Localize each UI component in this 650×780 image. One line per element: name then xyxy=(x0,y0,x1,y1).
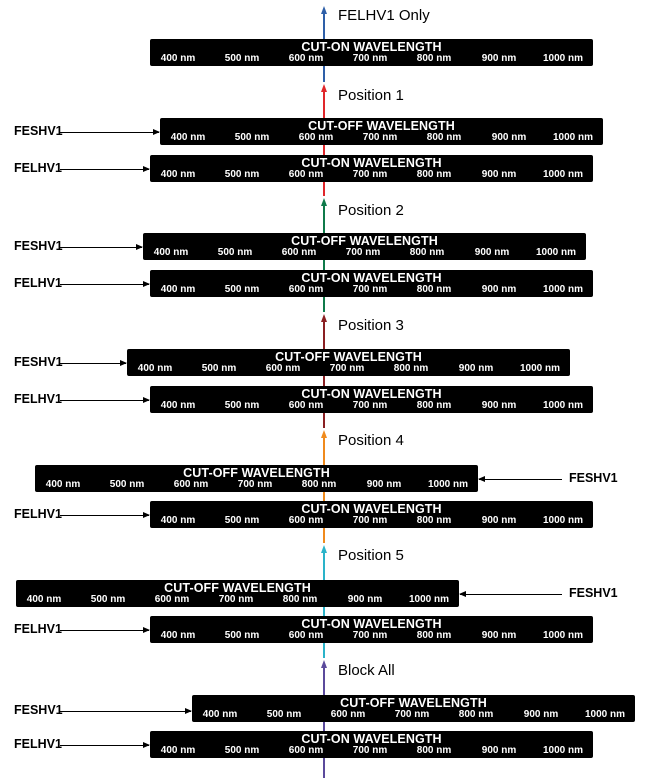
cut-on-wavelength-bar xyxy=(150,39,593,66)
wavelength-tick-label: 900 nm xyxy=(366,479,402,490)
filter-name-label: FESHV1 xyxy=(569,586,618,600)
beam-arrowhead xyxy=(321,430,327,438)
wavelength-tick-label: 800 nm xyxy=(282,594,318,605)
wavelength-tick-label: 600 nm xyxy=(330,709,366,720)
wavelength-tick-label: 600 nm xyxy=(288,515,324,526)
wavelength-tick-label: 800 nm xyxy=(301,479,337,490)
section-label: Position 2 xyxy=(338,202,404,219)
wavelength-tick-label: 800 nm xyxy=(393,363,429,374)
bar-title: CUT-OFF WAVELENGTH xyxy=(291,234,438,248)
wavelength-tick-label: 800 nm xyxy=(416,745,452,756)
filter-name-label: FESHV1 xyxy=(14,124,63,138)
wavelength-tick-label: 900 nm xyxy=(481,400,517,411)
section-label: Position 4 xyxy=(338,432,404,449)
wavelength-tick-label: 700 nm xyxy=(329,363,365,374)
wavelength-tick-label: 800 nm xyxy=(409,247,445,258)
wavelength-tick-label: 1000 nm xyxy=(584,709,626,720)
section-label: Position 5 xyxy=(338,547,404,564)
section-label: Block All xyxy=(338,662,395,679)
wavelength-tick-label: 500 nm xyxy=(224,400,260,411)
cut-off-wavelength-bar xyxy=(192,695,635,722)
wavelength-tick-label: 1000 nm xyxy=(542,53,584,64)
cut-on-wavelength-bar xyxy=(150,616,593,643)
bar-title: CUT-ON WAVELENGTH xyxy=(301,617,442,631)
wavelength-tick-label: 900 nm xyxy=(481,630,517,641)
wavelength-tick-label: 1000 nm xyxy=(542,745,584,756)
bar-title: CUT-OFF WAVELENGTH xyxy=(183,466,330,480)
wavelength-tick-label: 600 nm xyxy=(288,745,324,756)
beam-arrowhead xyxy=(321,198,327,206)
bar-title: CUT-ON WAVELENGTH xyxy=(301,40,442,54)
wavelength-tick-label: 400 nm xyxy=(170,132,206,143)
beam-arrowhead xyxy=(321,6,327,14)
wavelength-tick-label: 800 nm xyxy=(416,400,452,411)
cut-on-wavelength-bar xyxy=(150,386,593,413)
wavelength-tick-label: 400 nm xyxy=(160,400,196,411)
wavelength-tick-label: 800 nm xyxy=(416,169,452,180)
wavelength-tick-label: 600 nm xyxy=(288,169,324,180)
wavelength-tick-label: 1000 nm xyxy=(542,284,584,295)
wavelength-tick-label: 500 nm xyxy=(90,594,126,605)
wavelength-tick-label: 600 nm xyxy=(265,363,301,374)
bar-title: CUT-ON WAVELENGTH xyxy=(301,502,442,516)
bar-title: CUT-OFF WAVELENGTH xyxy=(164,581,311,595)
filter-name-label: FELHV1 xyxy=(14,737,62,751)
filter-name-label: FELHV1 xyxy=(14,392,62,406)
wavelength-tick-label: 400 nm xyxy=(160,515,196,526)
wavelength-tick-label: 600 nm xyxy=(288,53,324,64)
bar-title: CUT-ON WAVELENGTH xyxy=(301,387,442,401)
bar-title: CUT-ON WAVELENGTH xyxy=(301,156,442,170)
wavelength-tick-label: 700 nm xyxy=(352,400,388,411)
wavelength-tick-label: 500 nm xyxy=(224,284,260,295)
wavelength-tick-label: 900 nm xyxy=(481,284,517,295)
wavelength-tick-label: 800 nm xyxy=(416,284,452,295)
pointer-arrow xyxy=(60,400,149,401)
wavelength-tick-label: 900 nm xyxy=(481,745,517,756)
wavelength-tick-label: 500 nm xyxy=(224,745,260,756)
wavelength-tick-label: 800 nm xyxy=(426,132,462,143)
beam-arrowhead xyxy=(321,84,327,92)
wavelength-tick-label: 900 nm xyxy=(491,132,527,143)
pointer-arrow xyxy=(60,515,149,516)
bar-title: CUT-ON WAVELENGTH xyxy=(301,271,442,285)
cut-off-wavelength-bar xyxy=(143,233,586,260)
beam-arrowhead xyxy=(321,545,327,553)
light-beam-segment xyxy=(323,666,325,778)
filter-name-label: FESHV1 xyxy=(14,239,63,253)
wavelength-tick-label: 500 nm xyxy=(224,630,260,641)
wavelength-tick-label: 600 nm xyxy=(298,132,334,143)
wavelength-tick-label: 800 nm xyxy=(458,709,494,720)
pointer-arrow xyxy=(60,284,149,285)
wavelength-tick-label: 500 nm xyxy=(224,53,260,64)
wavelength-tick-label: 400 nm xyxy=(160,630,196,641)
cut-off-wavelength-bar xyxy=(16,580,459,607)
wavelength-tick-label: 900 nm xyxy=(347,594,383,605)
wavelength-tick-label: 400 nm xyxy=(137,363,173,374)
wavelength-tick-label: 1000 nm xyxy=(552,132,594,143)
wavelength-tick-label: 700 nm xyxy=(352,53,388,64)
pointer-arrow xyxy=(60,630,149,631)
cut-on-wavelength-bar xyxy=(150,501,593,528)
section-label: Position 3 xyxy=(338,317,404,334)
wavelength-tick-label: 700 nm xyxy=(352,745,388,756)
filter-name-label: FELHV1 xyxy=(14,622,62,636)
wavelength-tick-label: 400 nm xyxy=(160,284,196,295)
filter-name-label: FESHV1 xyxy=(14,355,63,369)
wavelength-tick-label: 500 nm xyxy=(266,709,302,720)
cut-on-wavelength-bar xyxy=(150,731,593,758)
wavelength-tick-label: 500 nm xyxy=(217,247,253,258)
wavelength-tick-label: 500 nm xyxy=(224,169,260,180)
wavelength-tick-label: 700 nm xyxy=(352,515,388,526)
wavelength-tick-label: 700 nm xyxy=(394,709,430,720)
wavelength-tick-label: 400 nm xyxy=(26,594,62,605)
wavelength-tick-label: 400 nm xyxy=(202,709,238,720)
wavelength-tick-label: 700 nm xyxy=(352,169,388,180)
filter-name-label: FELHV1 xyxy=(14,507,62,521)
wavelength-tick-label: 800 nm xyxy=(416,515,452,526)
pointer-arrow xyxy=(460,594,562,595)
wavelength-tick-label: 800 nm xyxy=(416,53,452,64)
pointer-arrow xyxy=(60,247,142,248)
wavelength-tick-label: 700 nm xyxy=(345,247,381,258)
wavelength-tick-label: 600 nm xyxy=(288,630,324,641)
wavelength-tick-label: 600 nm xyxy=(281,247,317,258)
bar-title: CUT-OFF WAVELENGTH xyxy=(340,696,487,710)
cut-off-wavelength-bar xyxy=(35,465,478,492)
cut-off-wavelength-bar xyxy=(160,118,603,145)
wavelength-tick-label: 1000 nm xyxy=(427,479,469,490)
wavelength-tick-label: 1000 nm xyxy=(408,594,450,605)
wavelength-tick-label: 1000 nm xyxy=(542,169,584,180)
wavelength-tick-label: 400 nm xyxy=(153,247,189,258)
pointer-arrow xyxy=(60,132,159,133)
wavelength-tick-label: 1000 nm xyxy=(542,515,584,526)
wavelength-tick-label: 600 nm xyxy=(288,400,324,411)
pointer-arrow xyxy=(479,479,562,480)
wavelength-tick-label: 800 nm xyxy=(416,630,452,641)
beam-arrowhead xyxy=(321,660,327,668)
cut-off-wavelength-bar xyxy=(127,349,570,376)
bar-title: CUT-OFF WAVELENGTH xyxy=(308,119,455,133)
filter-name-label: FESHV1 xyxy=(569,471,618,485)
wavelength-tick-label: 600 nm xyxy=(173,479,209,490)
wavelength-tick-label: 600 nm xyxy=(154,594,190,605)
wavelength-tick-label: 900 nm xyxy=(481,515,517,526)
wavelength-tick-label: 500 nm xyxy=(224,515,260,526)
filter-name-label: FELHV1 xyxy=(14,276,62,290)
wavelength-tick-label: 400 nm xyxy=(45,479,81,490)
cut-on-wavelength-bar xyxy=(150,155,593,182)
wavelength-tick-label: 700 nm xyxy=(218,594,254,605)
pointer-arrow xyxy=(60,711,191,712)
wavelength-tick-label: 400 nm xyxy=(160,745,196,756)
beam-arrowhead xyxy=(321,314,327,322)
wavelength-tick-label: 700 nm xyxy=(237,479,273,490)
filter-name-label: FESHV1 xyxy=(14,703,63,717)
filter-name-label: FELHV1 xyxy=(14,161,62,175)
wavelength-tick-label: 1000 nm xyxy=(519,363,561,374)
wavelength-tick-label: 900 nm xyxy=(458,363,494,374)
wavelength-tick-label: 900 nm xyxy=(523,709,559,720)
wavelength-tick-label: 600 nm xyxy=(288,284,324,295)
pointer-arrow xyxy=(60,363,126,364)
wavelength-tick-label: 1000 nm xyxy=(542,400,584,411)
cut-on-wavelength-bar xyxy=(150,270,593,297)
wavelength-tick-label: 700 nm xyxy=(352,284,388,295)
bar-title: CUT-OFF WAVELENGTH xyxy=(275,350,422,364)
wavelength-tick-label: 1000 nm xyxy=(535,247,577,258)
pointer-arrow xyxy=(60,745,149,746)
wavelength-tick-label: 900 nm xyxy=(474,247,510,258)
wavelength-tick-label: 500 nm xyxy=(234,132,270,143)
wavelength-tick-label: 400 nm xyxy=(160,53,196,64)
wavelength-tick-label: 1000 nm xyxy=(542,630,584,641)
wavelength-tick-label: 400 nm xyxy=(160,169,196,180)
wavelength-tick-label: 500 nm xyxy=(201,363,237,374)
wavelength-tick-label: 700 nm xyxy=(352,630,388,641)
pointer-arrow xyxy=(60,169,149,170)
section-label: FELHV1 Only xyxy=(338,7,430,24)
bar-title: CUT-ON WAVELENGTH xyxy=(301,732,442,746)
section-label: Position 1 xyxy=(338,87,404,104)
wavelength-tick-label: 700 nm xyxy=(362,132,398,143)
wavelength-tick-label: 900 nm xyxy=(481,53,517,64)
wavelength-tick-label: 900 nm xyxy=(481,169,517,180)
wavelength-tick-label: 500 nm xyxy=(109,479,145,490)
